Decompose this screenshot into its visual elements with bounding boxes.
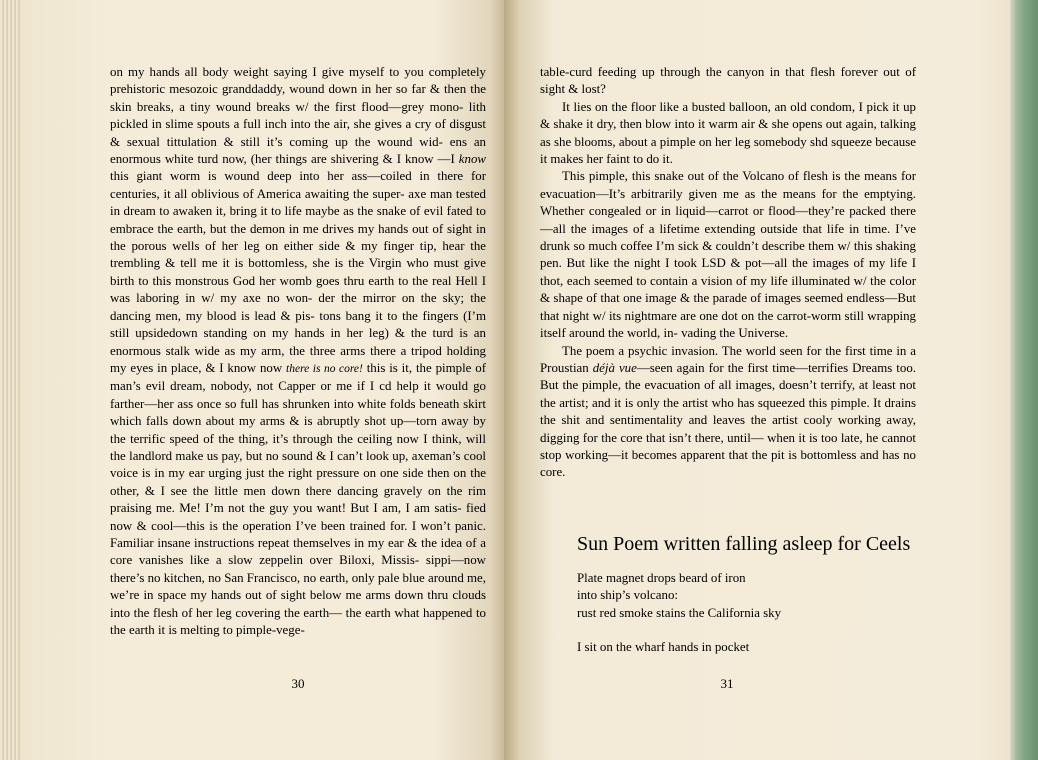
text-line: disgust & sexual tittulation & still it’s coming up the wound wid- bbox=[110, 117, 486, 149]
text-line: table-curd feeding up through the canyon in that flesh forever out of bbox=[540, 65, 916, 79]
text-line: Whether congealed or in liquid—carrot or flood—they’re packed bbox=[540, 204, 886, 219]
text-line: squeeze because it makes her faint to do it. bbox=[540, 134, 916, 167]
text-line: fied now & cool—this is the operation I’ve been trained for. I won’t bbox=[110, 501, 486, 533]
text-line: a Proustian bbox=[540, 343, 916, 375]
text-line: when it is too late, he cannot stop working—it becomes apparent bbox=[540, 430, 916, 462]
poem-body bbox=[577, 570, 937, 657]
text-line: the Virgin who must give birth to this monstrous God her womb bbox=[110, 256, 486, 288]
poem-line: I sit on the wharf hands in pocket bbox=[577, 640, 750, 655]
text-line: —seen again for the first time—terrifies Dreams bbox=[636, 360, 893, 375]
text-line: time. I’ve drunk so much coffee I’m sick & couldn’t describe them bbox=[540, 221, 916, 254]
poem-line: Plate magnet drops beard of iron bbox=[577, 571, 746, 585]
text-line: rim praising me. Me! I’m not the guy you want! But I am, I am satis- bbox=[110, 483, 486, 516]
book-cover-edge bbox=[1010, 0, 1038, 760]
text-line: hands in her leg) & the turd is an enormous stalk wide as my arm, bbox=[110, 326, 486, 358]
text-line: talking as she blooms, about a pimple on her leg somebody shd bbox=[540, 117, 916, 149]
text-line: dot on the carrot-worm still wrapping itself around the world, in- bbox=[540, 308, 916, 341]
text-line: up & shake it dry, then blow into it warm air & she opens out again, bbox=[540, 99, 916, 132]
text-line: w/ this shaking pen. But like the night I took LSD & pot—all the bbox=[540, 239, 916, 271]
text-line: —I bbox=[437, 152, 459, 167]
text-line: axe man tested in dream to awaken it, bring it to life maybe as the bbox=[110, 186, 486, 219]
text-line: the three arms there a tripod holding my eyes in place, & I know bbox=[110, 343, 486, 375]
text-line: It lies on the floor like a busted balloon, an old condom, I pick it bbox=[562, 99, 900, 114]
text-line: sippi—now there’s no kitchen, no San Francisco, no earth, only bbox=[110, 553, 486, 585]
text-line: my finger tip, hear the trembling & tell me it is bottomless, she is bbox=[110, 239, 486, 271]
text-line: voice is in my ear urging just the right pressure on one side then on bbox=[110, 466, 467, 481]
text-line: the idea of a core vanishes like a slow zeppelin over Biloxi, Missis- bbox=[110, 535, 486, 568]
poem-line: into ship’s volcano: bbox=[577, 588, 678, 603]
text-line: lith pickled in slime spouts a full inch into the air, she gives a cry of bbox=[110, 99, 486, 132]
left-paragraph bbox=[110, 64, 486, 639]
text-line: cooly working away, digging for the core that isn’t there, until— bbox=[540, 413, 917, 445]
left-page-text bbox=[110, 64, 486, 639]
text-line: on my hands all body weight saying I give myself to you completely bbox=[110, 65, 486, 79]
text-line: The poem a psychic invasion. The world seen for the first time in bbox=[562, 343, 907, 358]
text-line: there—all the images of a lifetime extending outside that life in bbox=[540, 204, 916, 236]
text-line: of images seemed endless—But that night w/ its nightmare are one bbox=[540, 291, 916, 323]
text-line: images of my life I thot, each seemed to contain a vision of my life bbox=[540, 256, 916, 288]
text-line: that the pit is bottomless and has no core. bbox=[540, 447, 916, 480]
text-line: panic. Familiar insane instructions repeat themselves in my ear & bbox=[110, 518, 486, 550]
text-line: pale blue around me, we’re in space my hands out of sight below me bbox=[110, 570, 486, 603]
text-line: This pimple, this snake out of the Volcano of flesh is the means for bbox=[562, 169, 916, 184]
text-line: ens an enormous white turd now, (her things are shivering & I know bbox=[110, 134, 486, 167]
text-line: der the mirror on the sky; the dancing men, my blood is lead & pis- bbox=[110, 291, 486, 323]
text-line: prehistoric mesozoic granddaddy, wound down in her so far & then bbox=[110, 82, 467, 97]
text-line: snake of evil fated to embrace the earth, but the demon in me drives bbox=[110, 204, 486, 236]
text-line: goes thru earth to the real Hell I was laboring in w/ my axe no won- bbox=[110, 273, 486, 306]
text-line: about my arms & is abruptly shot up—torn away by the terrific bbox=[110, 414, 486, 446]
text-line: vading the Universe. bbox=[681, 326, 789, 341]
text-line: not Capper or me if I cd help it would go farther—her ass once so bbox=[110, 379, 486, 411]
right-page-text bbox=[540, 64, 916, 482]
poem-line: rust red smoke stains the California sky bbox=[577, 605, 782, 620]
text-line: too. But the pimple, the evacuation of all images, doesn’t terrify, at bbox=[540, 360, 916, 393]
text-line: speed of the thing, it’s through the ceiling now I think, will the bbox=[110, 431, 486, 463]
poem-title: Sun Poem written falling asleep for Ceels bbox=[577, 533, 911, 555]
text-line: sight & lost? bbox=[540, 82, 606, 97]
text-line: illuminated w/ the color & shape of that one image & the parade bbox=[540, 273, 916, 306]
text-line: the earth what happened to the earth it is melting to pimple-vege- bbox=[110, 605, 486, 637]
text-line: pimple. It drains the shit and sentimentality and leaves the artist bbox=[540, 395, 916, 428]
page-number-right: 31 bbox=[720, 676, 734, 691]
paragraph-3 bbox=[540, 168, 916, 342]
italic-phrase: there is no core! bbox=[286, 362, 363, 375]
text-line: my hands out of sight in the porous wells of her leg on either side & bbox=[110, 221, 486, 254]
text-line: there for centuries, it all oblivious of America awaiting the super- bbox=[110, 169, 486, 201]
italic-phrase: déjà vue bbox=[592, 360, 637, 375]
paragraph-4 bbox=[540, 343, 916, 482]
paragraph-1 bbox=[540, 64, 916, 99]
text-line: this giant worm is wound deep into her ass—coiled in bbox=[110, 169, 430, 184]
text-line: the other, & I see the little men down there dancing gravely on the bbox=[110, 466, 486, 498]
text-line: now bbox=[259, 360, 287, 375]
italic-word: know bbox=[458, 152, 486, 167]
text-line: tons bang it to the fingers (I’m still upsidedown standing on my bbox=[110, 308, 486, 341]
text-line: this is it, the pimple of man’s evil dream, nobody, bbox=[110, 360, 486, 394]
page-number-left: 30 bbox=[291, 676, 305, 691]
text-line: least not the artist; and it is only the artist who has squeezed this bbox=[540, 378, 916, 410]
paragraph-2 bbox=[540, 99, 916, 169]
text-line: arms down thru clouds into the flesh of her leg covering the earth— bbox=[110, 588, 486, 620]
text-line: landlord make us pay, but no sound & I can’t look up, axeman’s cool bbox=[129, 448, 486, 463]
stanza-break bbox=[577, 622, 937, 639]
text-line: the skin breaks, a tiny wound breaks w/ the first flood—grey mono- bbox=[110, 82, 486, 114]
text-line: evacuation—It’s arbitrarily given me as the means for the emptying. bbox=[540, 186, 916, 201]
text-line: full has shrunken into white folds beneath skirt which falls down bbox=[110, 396, 487, 429]
